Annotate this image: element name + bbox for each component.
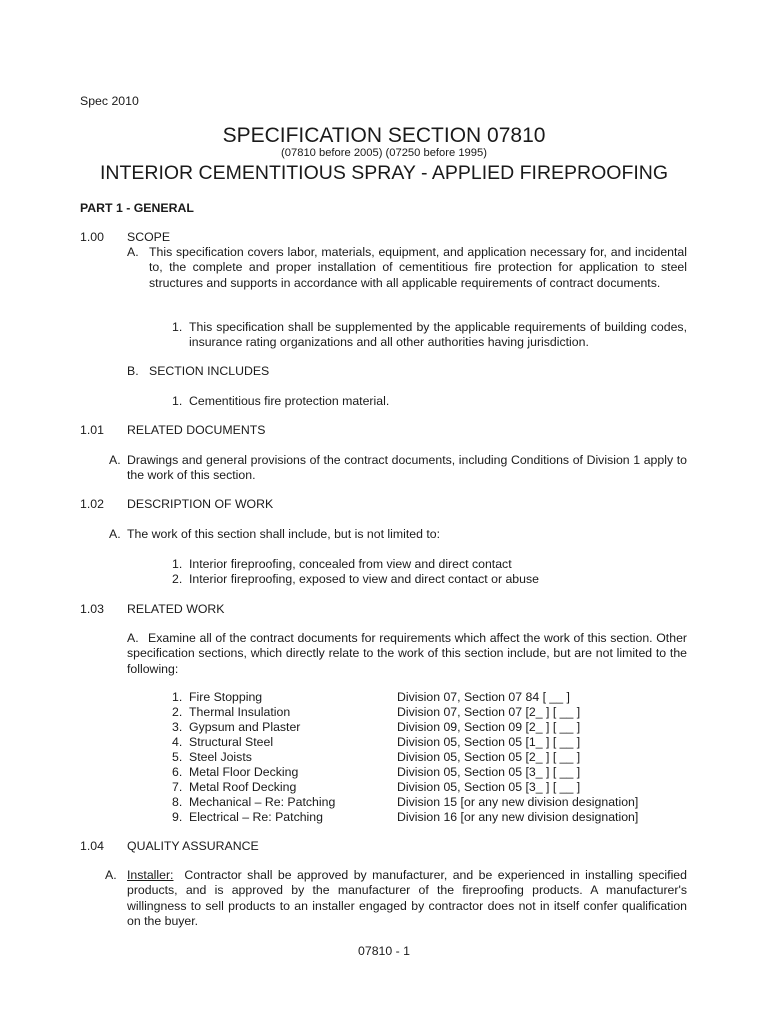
paragraph-text: Drawings and general provisions of the contract documents, including Conditions of Division 1 apply to the work of this section. xyxy=(127,453,687,483)
list-item-number: 1. xyxy=(172,557,183,571)
related-section-reference: Division 07, Section 07 [2_ ] [ __ ] xyxy=(397,705,581,719)
related-section-reference: Division 16 [or any new division designation] xyxy=(397,810,639,824)
related-section-reference: Division 09, Section 09 [2_ ] [ __ ] xyxy=(397,720,581,734)
subparagraph-number: 1. xyxy=(172,394,183,408)
paragraph-title: SECTION INCLUDES xyxy=(149,364,270,378)
related-section-name: Metal Roof Decking xyxy=(189,780,297,794)
spec-year: Spec 2010 xyxy=(80,94,139,108)
paragraph-text: The work of this section shall include, but is not limited to: xyxy=(127,527,441,541)
paragraph-text: This specification covers labor, materials, equipment, and application necessary for, and incidental to, the complete and proper installation of cementitious fire protection for application to steel structures and supports in accordance with all applicable requirements of contract documents. xyxy=(149,245,687,290)
article-number: 1.01 xyxy=(80,423,104,437)
related-section-name: Mechanical – Re: Patching xyxy=(189,795,336,809)
list-item-number: 3. xyxy=(172,720,183,734)
article-title: DESCRIPTION OF WORK xyxy=(127,497,274,511)
list-item-text: Interior fireproofing, exposed to view and direct contact or abuse xyxy=(189,572,539,586)
section-history: (07810 before 2005) (07250 before 1995) xyxy=(281,147,487,159)
article-number: 1.04 xyxy=(80,839,104,853)
list-item-number: 7. xyxy=(172,780,183,794)
section-name: INTERIOR CEMENTITIOUS SPRAY - APPLIED FIREPROOFING xyxy=(99,162,669,184)
related-section-reference: Division 05, Section 05 [3_ ] [ __ ] xyxy=(397,765,581,779)
list-item-number: 4. xyxy=(172,735,183,749)
paragraph-text: Contractor shall be approved by manufacturer, and be experienced in installing specified products, and is approved by the manufacturer of the fireproofing products. A manufacturer's willingness to sell products to an installer engaged by contractor does not in itself confer qualification on the buyer. xyxy=(127,868,687,928)
article-number: 1.02 xyxy=(80,497,104,511)
installer-label: Installer: xyxy=(127,868,174,882)
related-section-name: Structural Steel xyxy=(189,735,274,749)
article-title: RELATED DOCUMENTS xyxy=(127,423,266,437)
related-section-name: Fire Stopping xyxy=(189,690,263,704)
article-title: QUALITY ASSURANCE xyxy=(127,839,259,853)
related-section-reference: Division 07, Section 07 84 [ __ ] xyxy=(397,690,570,704)
paragraph-text: Examine all of the contract documents for requirements which affect the work of this section. Other specification sections, which directly relate to the work of this section include, but are not limited to the following: xyxy=(127,631,687,676)
related-section-name: Gypsum and Plaster xyxy=(189,720,301,734)
related-section-reference: Division 05, Section 05 [3_ ] [ __ ] xyxy=(397,780,581,794)
list-item-number: 1. xyxy=(172,690,183,704)
paragraph-letter: A. xyxy=(109,453,121,467)
list-item-number: 9. xyxy=(172,810,183,824)
article-number: 1.03 xyxy=(80,602,104,616)
paragraph-letter: A. xyxy=(109,527,121,541)
article-title: RELATED WORK xyxy=(127,602,225,616)
list-item-number: 8. xyxy=(172,795,183,809)
related-section-reference: Division 15 [or any new division designation] xyxy=(397,795,639,809)
paragraph-letter: A. xyxy=(127,631,139,645)
related-section-name: Electrical – Re: Patching xyxy=(189,810,323,824)
paragraph-letter: A. xyxy=(105,868,117,882)
section-title: SPECIFICATION SECTION 07810 xyxy=(222,124,546,147)
related-section-reference: Division 05, Section 05 [2_ ] [ __ ] xyxy=(397,750,581,764)
paragraph-block xyxy=(127,868,687,929)
article-number: 1.00 xyxy=(80,230,104,244)
subparagraph-text: This specification shall be supplemented by the applicable requirements of building codes, insurance rating organizations and all other authorities having jurisdiction. xyxy=(189,320,687,350)
paragraph-letter: B. xyxy=(127,364,139,378)
related-section-reference: Division 05, Section 05 [1_ ] [ __ ] xyxy=(397,735,581,749)
list-item-number: 5. xyxy=(172,750,183,764)
subparagraph-text: Cementitious fire protection material. xyxy=(189,394,390,408)
paragraph-letter: A. xyxy=(127,245,139,259)
page-number: 07810 - 1 xyxy=(358,944,410,958)
subparagraph-number: 1. xyxy=(172,320,183,334)
list-item-number: 2. xyxy=(172,572,183,586)
list-item-text: Interior fireproofing, concealed from view and direct contact xyxy=(189,557,512,571)
related-section-name: Metal Floor Decking xyxy=(189,765,299,779)
list-item-number: 6. xyxy=(172,765,183,779)
part-heading: PART 1 - GENERAL xyxy=(80,201,194,215)
list-item-number: 2. xyxy=(172,705,183,719)
article-title: SCOPE xyxy=(127,230,171,244)
related-section-name: Steel Joists xyxy=(189,750,252,764)
related-section-name: Thermal Insulation xyxy=(189,705,291,719)
